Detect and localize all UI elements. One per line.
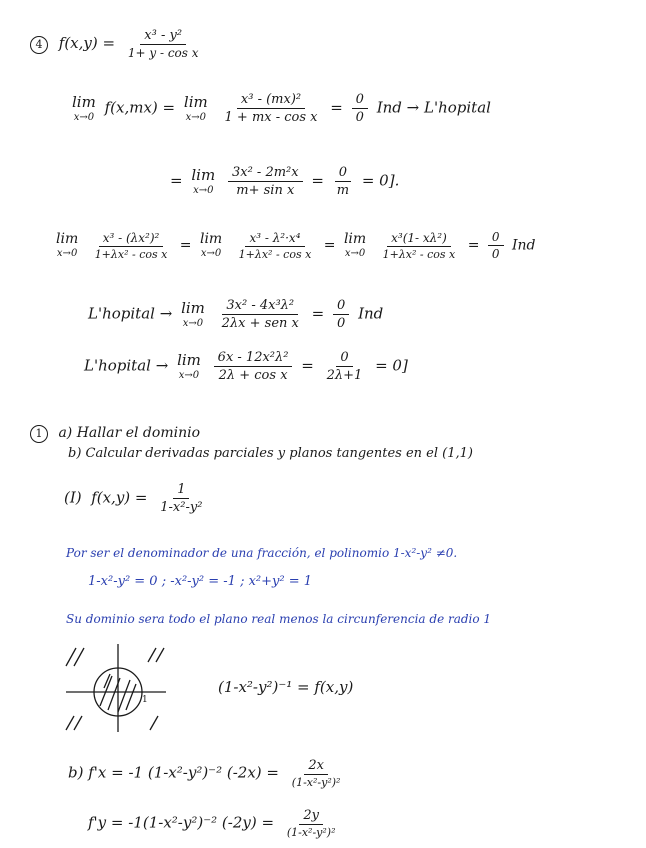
step2-fraction xyxy=(228,165,303,198)
step2-numerator: 3x² - 2m²x xyxy=(228,165,303,182)
lambda-den-2: 1+λx² - cos x xyxy=(238,247,312,261)
hopital-1-result xyxy=(333,298,349,331)
limit-operator xyxy=(191,165,216,196)
lambda-result xyxy=(488,230,504,261)
result-num: 0 xyxy=(336,350,352,367)
partial-x-denominator: (1-x²-y²)² xyxy=(291,776,341,789)
hopital-2-conclusion: = 0] xyxy=(375,356,408,375)
equals: = xyxy=(301,356,314,375)
exercise-number-4: 4 xyxy=(30,36,48,54)
hopital-2-result xyxy=(323,350,367,383)
hopital-2-denominator: 2λ + cos x xyxy=(218,368,288,383)
f-denominator: 1+ y - cos x xyxy=(127,46,199,60)
result-den: 0 xyxy=(491,247,500,261)
f-lhs: f(x,y) = xyxy=(58,34,116,52)
equals: = xyxy=(170,171,183,190)
hopital-label: L'hopital → xyxy=(84,356,169,375)
limit-operator-2: lim x→0 xyxy=(183,92,208,123)
lim-subscript: x→0 xyxy=(73,111,95,123)
equals: = xyxy=(323,237,336,254)
lambda-fraction-2 xyxy=(235,231,316,261)
lambda-fraction-3 xyxy=(379,231,460,261)
partial-x-result xyxy=(288,758,345,789)
f-fraction xyxy=(124,28,203,60)
result-fraction xyxy=(352,92,368,125)
partial-y-expression: f'y = -1(1-x²-y²)⁻² (-2y) = xyxy=(88,813,275,832)
lim-word: lim xyxy=(56,231,79,247)
partial-x-expression: b) f'x = -1 (1-x²-y²)⁻² (-2x) = xyxy=(68,763,279,782)
partial-x-line xyxy=(68,758,348,789)
hopital-1-denominator: 2λx + sen x xyxy=(221,316,299,331)
equals: = xyxy=(311,304,325,323)
partial-x-numerator: 2x xyxy=(304,758,328,775)
limit-operator xyxy=(177,350,201,381)
hopital-1-line xyxy=(88,298,383,331)
ex4-definition xyxy=(30,28,207,60)
limit-operator xyxy=(56,232,78,259)
indeterminate-note: Ind → L'hopital xyxy=(376,98,491,117)
lim-word: lim xyxy=(177,350,201,369)
result-num: 0 xyxy=(335,165,351,182)
part-i-denominator: 1-x²-y² xyxy=(160,500,203,515)
lim-subscript: x→0 xyxy=(344,248,366,259)
f-numerator: x³ - y² xyxy=(140,28,186,45)
circle-radius-label: 1 xyxy=(142,695,148,705)
lim-subscript: x→0 xyxy=(182,317,204,329)
limit-lhs: f(x,mx) = xyxy=(104,98,176,117)
lim-subscript: x→0 xyxy=(200,248,222,259)
lambda-den-1: 1+λx² - cos x xyxy=(94,247,168,261)
lim-word: lim xyxy=(72,92,96,111)
lim-word: lim xyxy=(199,231,223,247)
step2-line xyxy=(170,165,399,198)
part-i-numerator: 1 xyxy=(173,482,189,499)
result-den: 2λ+1 xyxy=(326,368,363,383)
domain-statement: Su dominio sera todo el plano real menos la circunferencia de radio 1 xyxy=(66,612,492,626)
result-num: 0 xyxy=(488,230,504,246)
step2-denominator: m+ sin x xyxy=(236,183,295,198)
step2-result xyxy=(333,165,353,198)
hopital-1-fraction xyxy=(218,298,303,331)
domain-explanation: Por ser el denominador de una fracción, el polinomio 1-x²-y² ≠0. xyxy=(66,546,458,560)
part-i-fraction xyxy=(156,482,206,515)
result-num: 0 xyxy=(333,298,349,315)
lambda-fraction-1 xyxy=(91,231,172,261)
step2-conclusion: = 0]. xyxy=(361,171,400,190)
domain-equation: 1-x²-y² = 0 ; -x²-y² = -1 ; x²+y² = 1 xyxy=(88,574,312,589)
lim-subscript: x→0 xyxy=(178,369,200,381)
lim-word: lim xyxy=(181,298,205,317)
partial-y-numerator: 2y xyxy=(299,808,323,825)
exercise-number-1: 1 xyxy=(30,425,48,443)
result-den: 0 xyxy=(337,316,346,331)
lambda-den-3: 1+λx² - cos x xyxy=(382,247,456,261)
limit-mx-fraction xyxy=(221,92,322,125)
ex1-part-i xyxy=(64,482,210,515)
limit-operator xyxy=(181,298,205,329)
partial-y-result xyxy=(283,808,340,839)
hopital-2-fraction xyxy=(214,350,293,383)
domain-graph xyxy=(60,640,170,735)
limit-operator-3 xyxy=(344,232,366,259)
lim-word: lim xyxy=(343,231,367,247)
lim-subscript: x→0 xyxy=(193,184,214,196)
indeterminate-note: Ind xyxy=(512,237,536,254)
result-den: 0 xyxy=(355,110,364,125)
limit-lambda-line xyxy=(52,230,536,261)
equals: = xyxy=(179,237,192,254)
ex1-task-a: a) Hallar el dominio xyxy=(58,425,200,441)
hopital-2-numerator: 6x - 12x²λ² xyxy=(214,350,293,367)
limit-operator xyxy=(72,92,96,123)
rewrite-equation: (1-x²-y²)⁻¹ = f(x,y) xyxy=(218,678,354,696)
equals: = xyxy=(330,98,343,117)
lim-subscript: x→0 xyxy=(56,248,78,259)
result-den: m xyxy=(336,183,350,198)
part-label: (I) xyxy=(64,488,82,507)
lambda-num-2: x³ - λ²·x⁴ xyxy=(245,231,304,247)
hopital-label: L'hopital → xyxy=(88,304,173,323)
limit-mx-numerator: x³ - (mx)² xyxy=(237,92,305,109)
limit-mx-line xyxy=(68,92,491,125)
ex1-task-b: b) Calcular derivadas parciales y planos tangentes en el (1,1) xyxy=(68,446,473,461)
limit-operator-2 xyxy=(200,232,222,259)
lambda-num-1: x³ - (λx²)² xyxy=(99,231,164,247)
hopital-1-numerator: 3x² - 4x³λ² xyxy=(222,298,298,315)
partial-y-denominator: (1-x²-y²)² xyxy=(286,826,336,839)
lambda-num-3: x³(1- xλ²) xyxy=(387,231,451,247)
indeterminate-note: Ind xyxy=(358,304,384,323)
partial-y-line xyxy=(88,808,344,839)
equals: = xyxy=(467,237,480,254)
result-num: 0 xyxy=(352,92,368,109)
equals: = xyxy=(311,171,324,190)
ex1-header xyxy=(30,425,200,443)
f-lhs: f(x,y) = xyxy=(91,488,148,507)
hopital-2-line xyxy=(84,350,408,383)
lim-word: lim xyxy=(191,165,216,184)
limit-mx-denominator: 1 + mx - cos x xyxy=(224,110,318,125)
